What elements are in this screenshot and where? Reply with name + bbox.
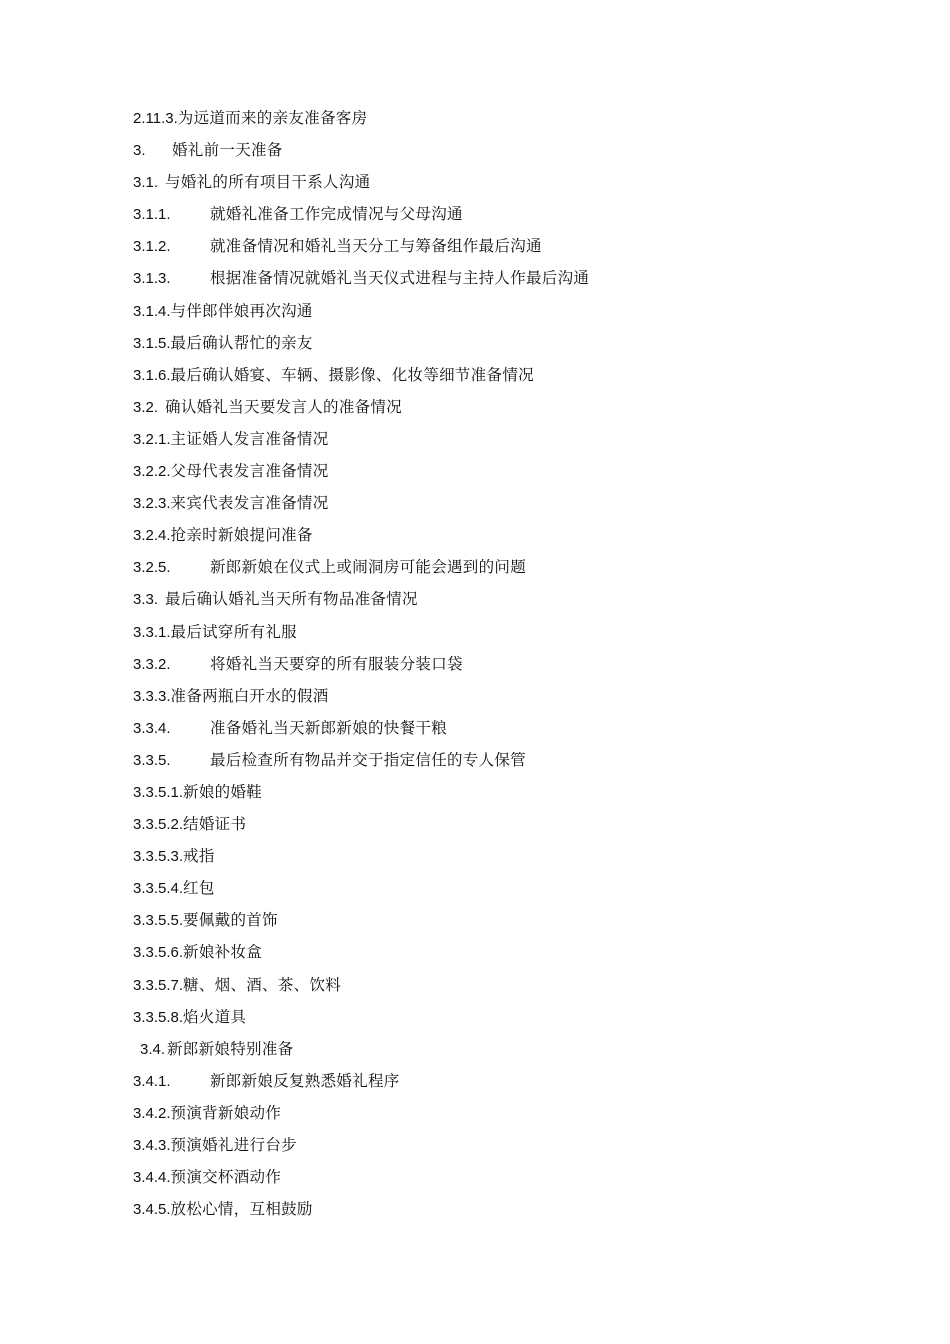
item-number: 3.3.5.2. <box>133 816 184 834</box>
item-text: 新郎新娘在仪式上或闹洞房可能会遇到的问题 <box>210 558 527 577</box>
item-number: 3.3.2. <box>133 655 171 673</box>
outline-item <box>133 1133 893 1165</box>
outline-item <box>133 395 893 427</box>
item-number: 3.3.5.8. <box>133 1008 184 1026</box>
item-number: 3.4. <box>140 1040 166 1058</box>
item-number: 3.2.3. <box>133 495 171 513</box>
item-number: 2.11.3. <box>133 110 178 127</box>
outline-item <box>133 202 893 234</box>
item-number: 3.3.4. <box>133 719 171 737</box>
item-number: 3.3.1. <box>133 623 171 641</box>
item-number: 3.4.4. <box>133 1169 171 1187</box>
item-number: 3.3.5.1. <box>133 783 184 801</box>
item-text: 确认婚礼当天要发言人的准备情况 <box>165 397 403 416</box>
outline-item <box>133 684 893 716</box>
item-number: 3.3.5.4. <box>133 880 184 898</box>
item-text: 与婚礼的所有项目干系人沟通 <box>165 173 371 192</box>
item-text: 预演交杯酒动作 <box>170 1168 282 1187</box>
item-text: 新娘补妆盒 <box>183 943 263 962</box>
item-number: 3.1. <box>133 174 159 192</box>
item-number: 3.3.5.6. <box>133 944 184 962</box>
outline-item <box>133 234 893 266</box>
item-text: 根据准备情况就婚礼当天仪式进程与主持人作最后沟通 <box>210 269 590 288</box>
outline-item <box>133 331 893 363</box>
item-number: 3.4.5. <box>133 1201 171 1219</box>
item-number: 3.2.5. <box>133 559 171 577</box>
outline-item <box>133 523 893 555</box>
item-text: 父母代表发言准备情况 <box>170 462 329 481</box>
outline-item <box>133 427 893 459</box>
item-number: 3.1.4. <box>133 302 171 320</box>
outline-item <box>133 1005 893 1037</box>
outline-item <box>133 652 893 684</box>
item-text: 抢亲时新娘提问准备 <box>170 526 313 545</box>
item-number: 3.1.2. <box>133 238 171 256</box>
outline-item <box>133 459 893 491</box>
outline-item <box>133 908 893 940</box>
outline-item <box>133 363 893 395</box>
item-text: 准备两瓶白开水的假酒 <box>170 686 329 705</box>
item-text: 主证婚人发言准备情况 <box>170 429 329 448</box>
item-text: 新娘的婚鞋 <box>183 782 263 801</box>
outline-item <box>133 1165 893 1197</box>
outline-item <box>133 106 893 138</box>
outline-item <box>133 973 893 1005</box>
outline-item <box>133 170 893 202</box>
item-text: 就准备情况和婚礼当天分工与筹备组作最后沟通 <box>210 237 542 256</box>
item-text: 就婚礼准备工作完成情况与父母沟通 <box>210 205 463 224</box>
item-text: 放松心情，互相鼓励 <box>170 1200 313 1219</box>
outline-list <box>133 106 893 1229</box>
item-text: 准备婚礼当天新郎新娘的快餐干粮 <box>210 718 448 737</box>
item-text: 红包 <box>183 879 215 898</box>
outline-item <box>133 748 893 780</box>
item-number: 3.1.5. <box>133 334 171 352</box>
outline-item <box>133 716 893 748</box>
item-text: 新郎新娘特别准备 <box>167 1039 294 1058</box>
item-number: 3.1.3. <box>133 270 171 288</box>
item-text: 将婚礼当天要穿的所有服装分装口袋 <box>210 654 463 673</box>
item-text: 结婚证书 <box>183 815 247 834</box>
item-number: 3.2.1. <box>133 430 171 448</box>
item-text: 要佩戴的首饰 <box>183 911 278 930</box>
item-text: 焰火道具 <box>183 1007 247 1026</box>
item-text: 最后检查所有物品并交于指定信任的专人保管 <box>210 750 527 769</box>
outline-item <box>133 780 893 812</box>
outline-item <box>133 138 893 170</box>
item-text: 糖、烟、酒、茶、饮料 <box>183 975 342 994</box>
outline-item <box>133 876 893 908</box>
outline-item <box>133 1197 893 1229</box>
item-text: 预演背新娘动作 <box>170 1103 282 1122</box>
item-number: 3.4.2. <box>133 1104 171 1122</box>
outline-item <box>133 620 893 652</box>
item-text: 戒指 <box>183 847 215 866</box>
item-number: 3.4.1. <box>133 1072 171 1090</box>
item-number: 3.1.1. <box>133 206 171 224</box>
item-number: 3.3.5.7. <box>133 976 184 994</box>
item-number: 3.3.5.3. <box>133 848 184 866</box>
outline-item <box>133 1037 893 1069</box>
item-number: 3.1.6. <box>133 366 171 384</box>
item-number: 3.2.4. <box>133 527 171 545</box>
item-text: 婚礼前一天准备 <box>172 141 283 160</box>
item-number: 3.2. <box>133 398 159 416</box>
item-number: 3. <box>133 142 146 160</box>
item-number: 3.3. <box>133 591 159 609</box>
outline-item <box>133 299 893 331</box>
item-number: 3.2.2. <box>133 463 171 481</box>
item-text: 最后确认帮忙的亲友 <box>170 333 313 352</box>
outline-item <box>133 491 893 523</box>
item-text: 预演婚礼进行台步 <box>170 1136 297 1154</box>
item-text: 为远道而来的亲友准备客房 <box>177 109 368 127</box>
item-text: 最后确认婚礼当天所有物品准备情况 <box>165 590 418 609</box>
outline-item <box>133 1069 893 1101</box>
outline-item <box>133 266 893 298</box>
outline-item <box>133 844 893 876</box>
outline-item <box>133 555 893 587</box>
item-number: 3.3.3. <box>133 687 171 705</box>
outline-item <box>133 1101 893 1133</box>
item-text: 新郎新娘反复熟悉婚礼程序 <box>210 1071 400 1090</box>
item-text: 来宾代表发言准备情况 <box>170 494 329 513</box>
outline-item <box>133 587 893 619</box>
item-number: 3.3.5. <box>133 751 171 769</box>
item-text: 最后确认婚宴、车辆、摄影像、化妆等细节准备情况 <box>170 365 534 384</box>
item-text: 最后试穿所有礼服 <box>170 622 297 641</box>
item-number: 3.3.5.5. <box>133 912 184 930</box>
item-text: 与伴郎伴娘再次沟通 <box>170 301 313 320</box>
item-number: 3.4.3. <box>133 1137 171 1154</box>
outline-item <box>133 812 893 844</box>
outline-item <box>133 940 893 972</box>
